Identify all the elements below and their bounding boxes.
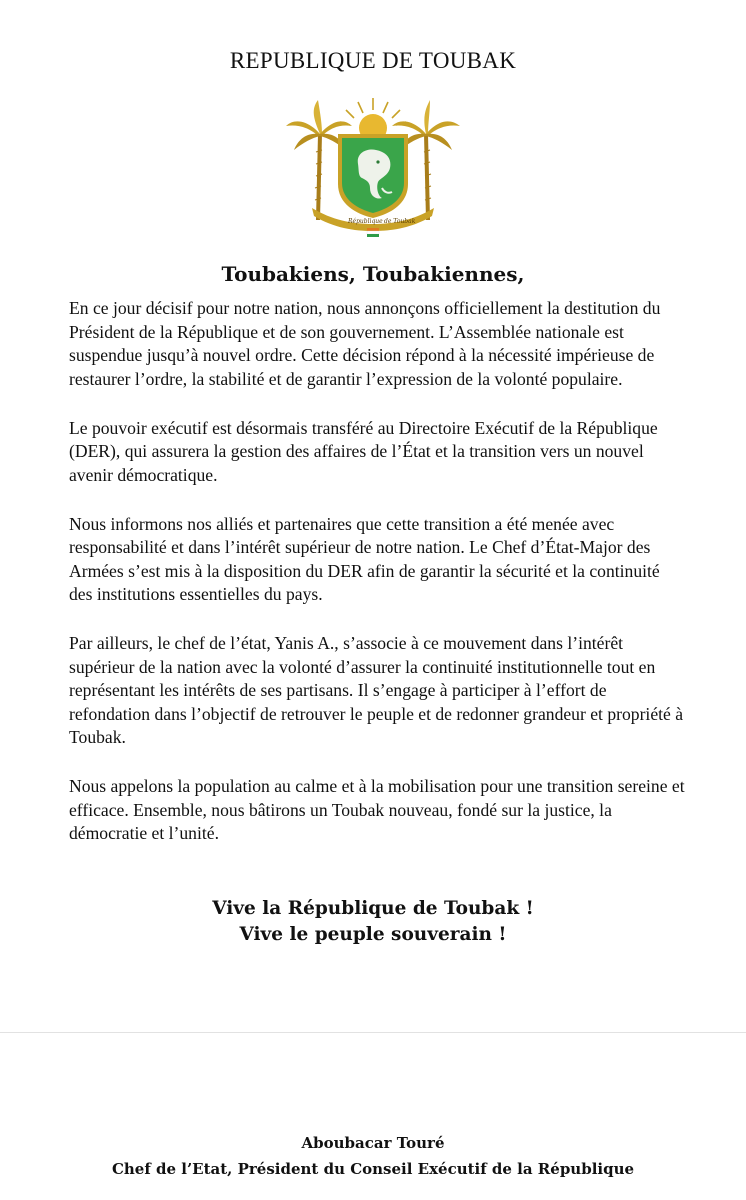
signature-block: [0, 1130, 746, 1182]
svg-text:de Toubak: de Toubak: [384, 218, 416, 225]
flag-stripes-icon: [367, 228, 379, 237]
closing-slogans: [0, 896, 746, 948]
signatory-name: Aboubacar Touré: [301, 1134, 445, 1152]
coat-of-arms-emblem: [282, 92, 464, 242]
svg-text:République: République: [348, 218, 383, 225]
signatory-title: Chef de l’Etat, Président du Conseil Exécutif de la République: [111, 1160, 635, 1178]
paragraph: En ce jour décisif pour notre nation, nous annonçons officiellement la destitution du Président de la République et de son gouvernement. L’Assemblée nationale est suspendue jusqu’à nouvel ordre. Cette décision répond à la nécessité impérieuse de restaurer l’ordre, la stabilité et de garantir l’expression de la volonté populaire.: [69, 298, 661, 389]
closing-line: Vive le peuple souverain !: [239, 924, 507, 945]
salutation: Toubakiens, Toubakiennes,: [221, 262, 525, 286]
paragraph: Nous appelons la population au calme et à la mobilisation pour une transition sereine et efficace. Ensemble, nous bâtirons un Toubak nouveau, fondé sur la justice, la démocratie et l’unité.: [69, 776, 685, 843]
divider: [0, 1032, 746, 1033]
paragraph: Par ailleurs, le chef de l’état, Yanis A., s’associe à ce mouvement dans l’intérêt supérieur de la nation avec la volonté d’assurer la continuité institutionnelle tout en représentant les intérêts de ses partisans. Il s’engage à participer à l’effort de refondation dans l’objectif de retrouver le peuple et de redonner grandeur et propriété à Toubak.: [69, 633, 684, 747]
paragraph: Nous informons nos alliés et partenaires que cette transition a été menée avec responsabilité et dans l’intérêt supérieur de notre nation. Le Chef d’État-Major des Armées s’est mis à la disposition du DER afin de garantir la sécurité et la continuité des institutions essentielles du pays.: [69, 513, 660, 604]
letter-body: [69, 297, 687, 871]
page-title: REPUBLIQUE DE TOUBAK: [229, 48, 517, 73]
closing-line: Vive la République de Toubak !: [212, 898, 534, 919]
paragraph: Le pouvoir exécutif est désormais transféré au Directoire Exécutif de la République (DER), qui assurera la gestion des affaires de l’État et la transition vers un nouvel avenir démocratique.: [69, 417, 658, 485]
